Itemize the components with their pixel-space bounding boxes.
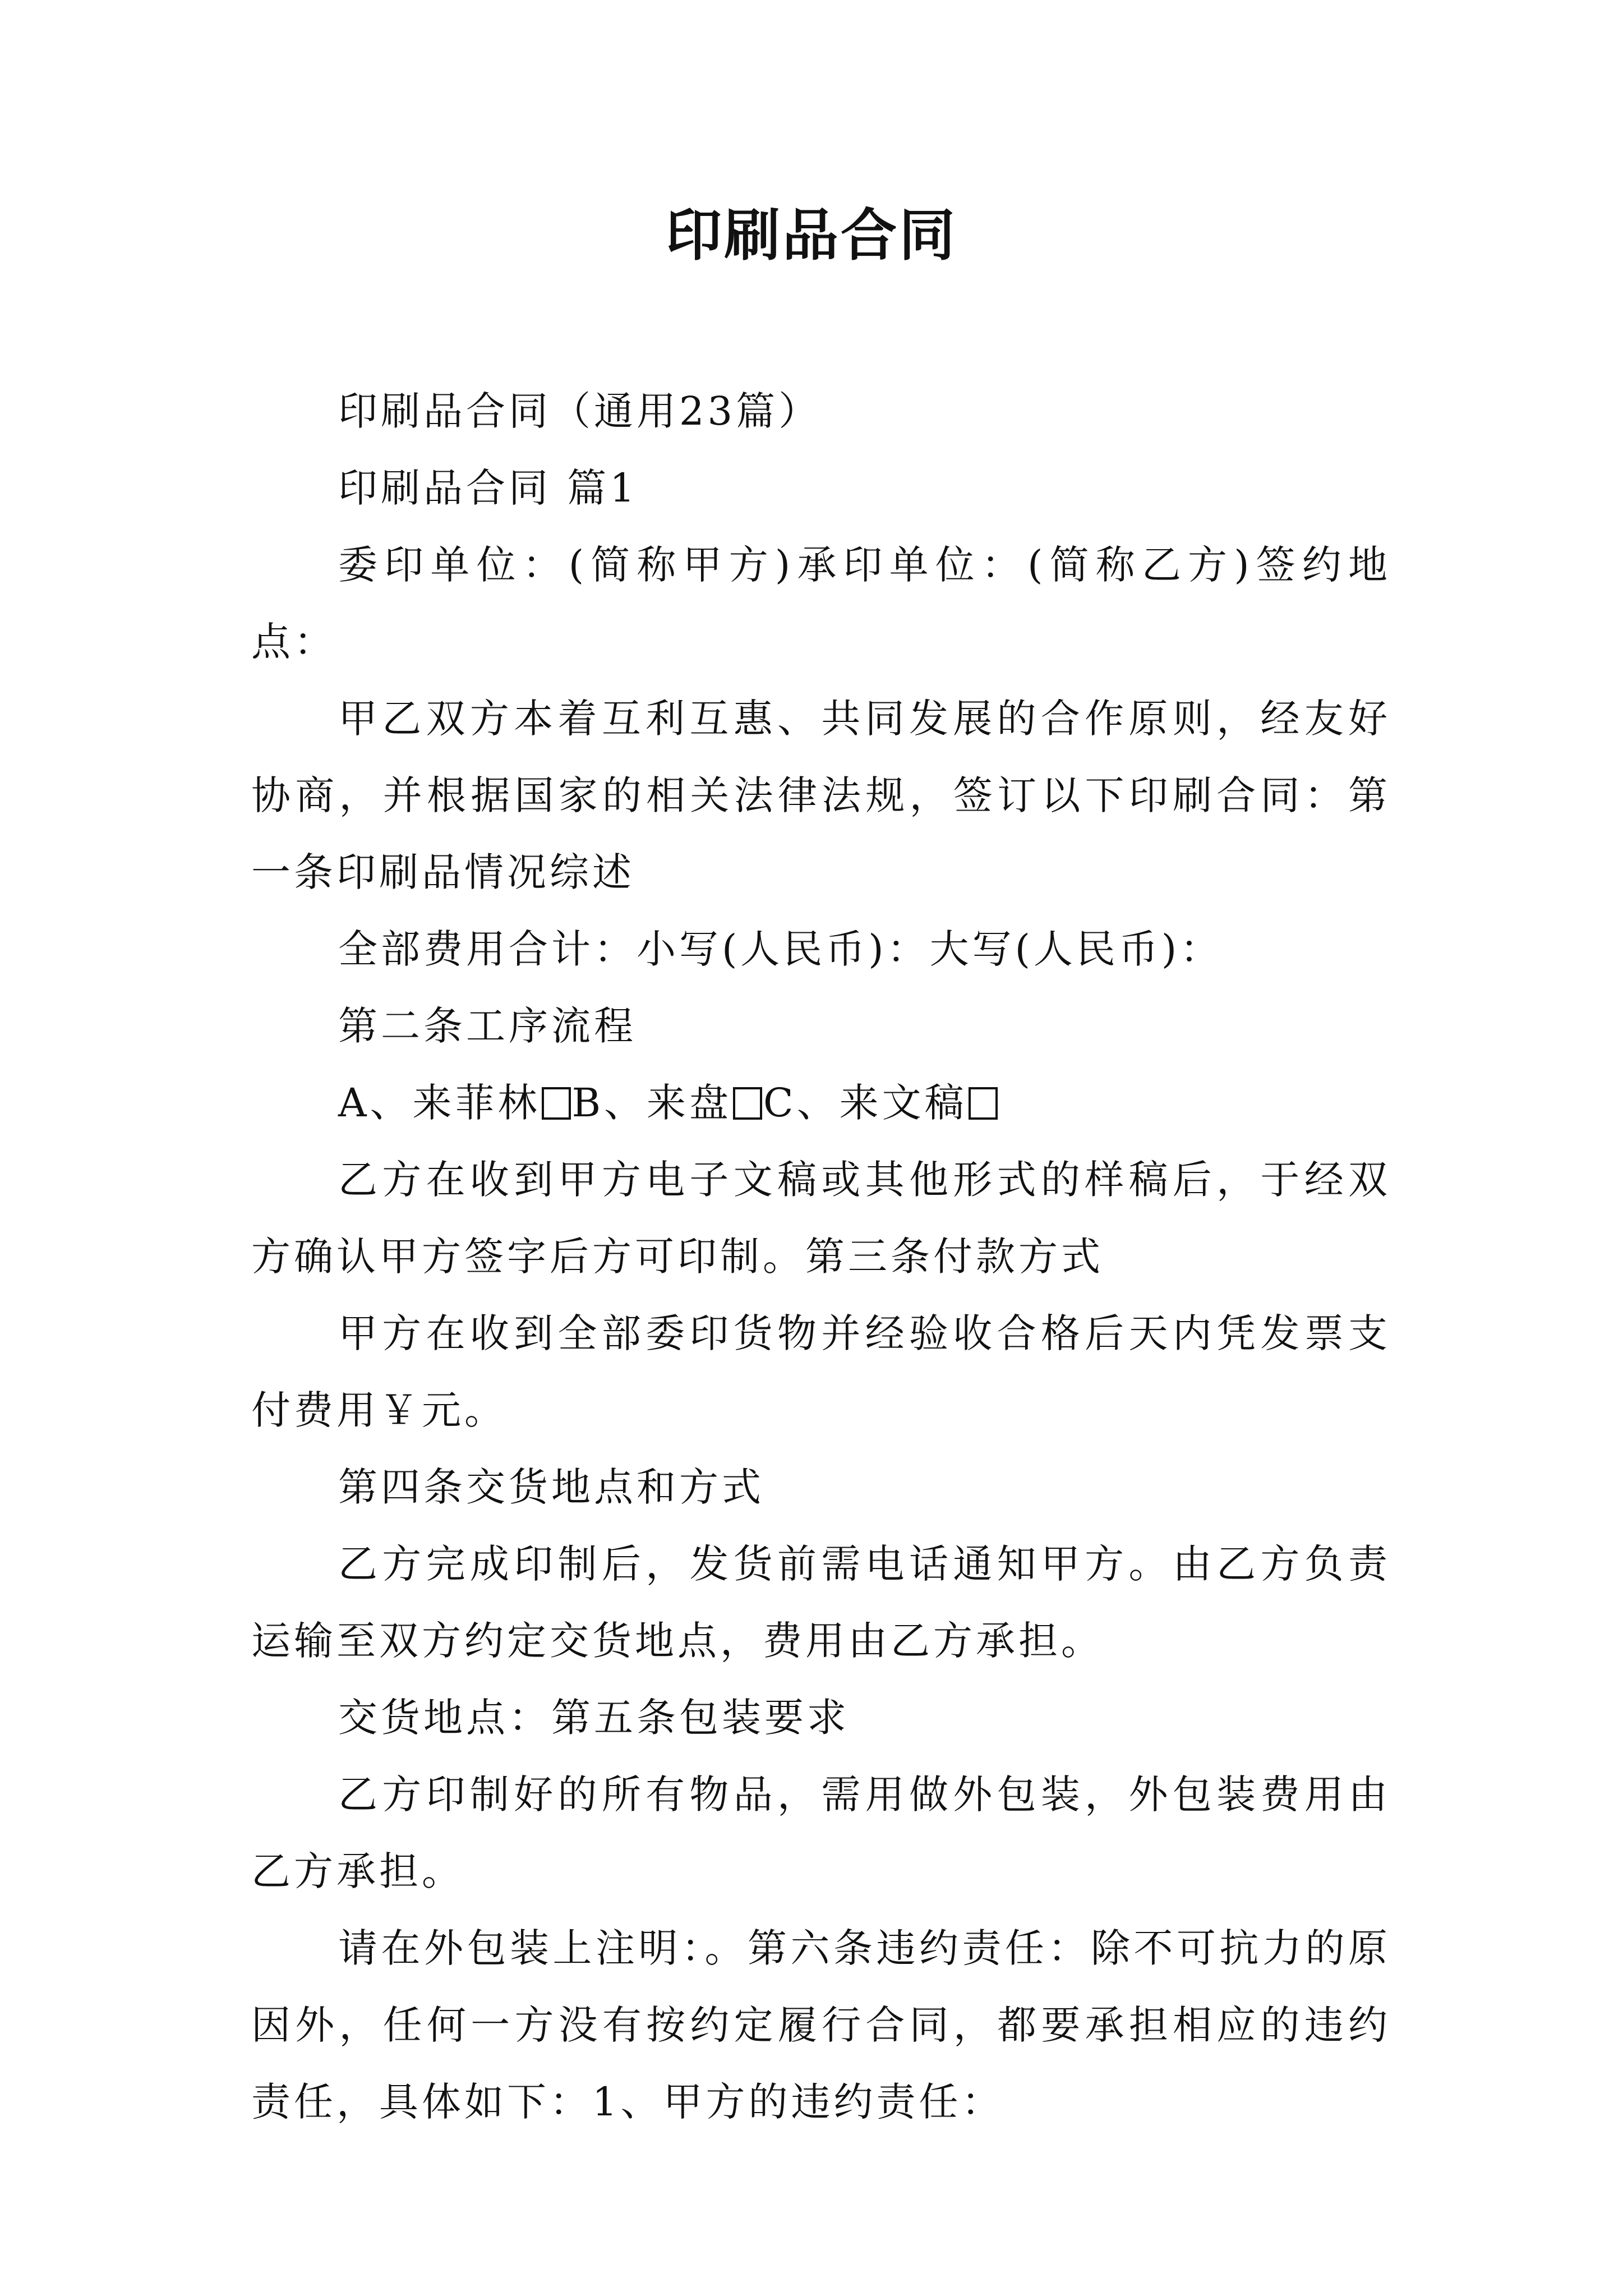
paragraph: 交货地点：第五条包装要求 — [338, 1695, 850, 1741]
paragraph: 请在外包装上注明：。第六条违约责任：除不可抗力的原因外，任何一方没有按约定履行合同，都要承担相应的违约责任，具体如下：1、甲方的违约责任： — [251, 1925, 1391, 2125]
paragraph: 第二条工序流程 — [338, 1003, 637, 1049]
option-c-checkbox[interactable] — [969, 1087, 998, 1120]
document-body — [251, 373, 1391, 2141]
option-c-label: C、来文稿 — [763, 1080, 967, 1126]
paragraph: 乙方完成印制后，发货前需电话通知甲方。由乙方负责运输至双方约定交货地点，费用由乙方承担。 — [251, 1541, 1391, 1664]
paragraph: 印刷品合同（通用23篇） — [338, 388, 822, 434]
paragraph: 乙方印制好的所有物品，需用做外包装，外包装费用由乙方承担。 — [251, 1772, 1391, 1894]
paragraph: 全部费用合计：小写(人民币)：大写(人民币)： — [338, 926, 1223, 972]
process-options-line — [251, 1065, 1391, 1142]
option-b-checkbox[interactable] — [733, 1087, 762, 1120]
document-title: 印刷品合同 — [666, 203, 957, 268]
option-a-checkbox[interactable] — [542, 1087, 571, 1120]
paragraph: 委印单位：(简称甲方)承印单位：(简称乙方)签约地点： — [251, 542, 1391, 665]
option-a-label: A、来菲林 — [338, 1080, 541, 1126]
paragraph: 甲方在收到全部委印货物并经验收合格后天内凭发票支付费用￥元。 — [251, 1310, 1391, 1433]
paragraph: 第四条交货地点和方式 — [338, 1464, 764, 1510]
paragraph: 甲乙双方本着互利互惠、共同发展的合作原则，经友好协商，并根据国家的相关法律法规，签订以下印刷合同：第一条印刷品情况综述 — [251, 696, 1391, 895]
paragraph: 印刷品合同 篇1 — [338, 465, 638, 511]
paragraph: 乙方在收到甲方电子文稿或其他形式的样稿后，于经双方确认甲方签字后方可印制。第三条付款方式 — [251, 1157, 1391, 1280]
option-b-label: B、来盘 — [571, 1080, 732, 1126]
